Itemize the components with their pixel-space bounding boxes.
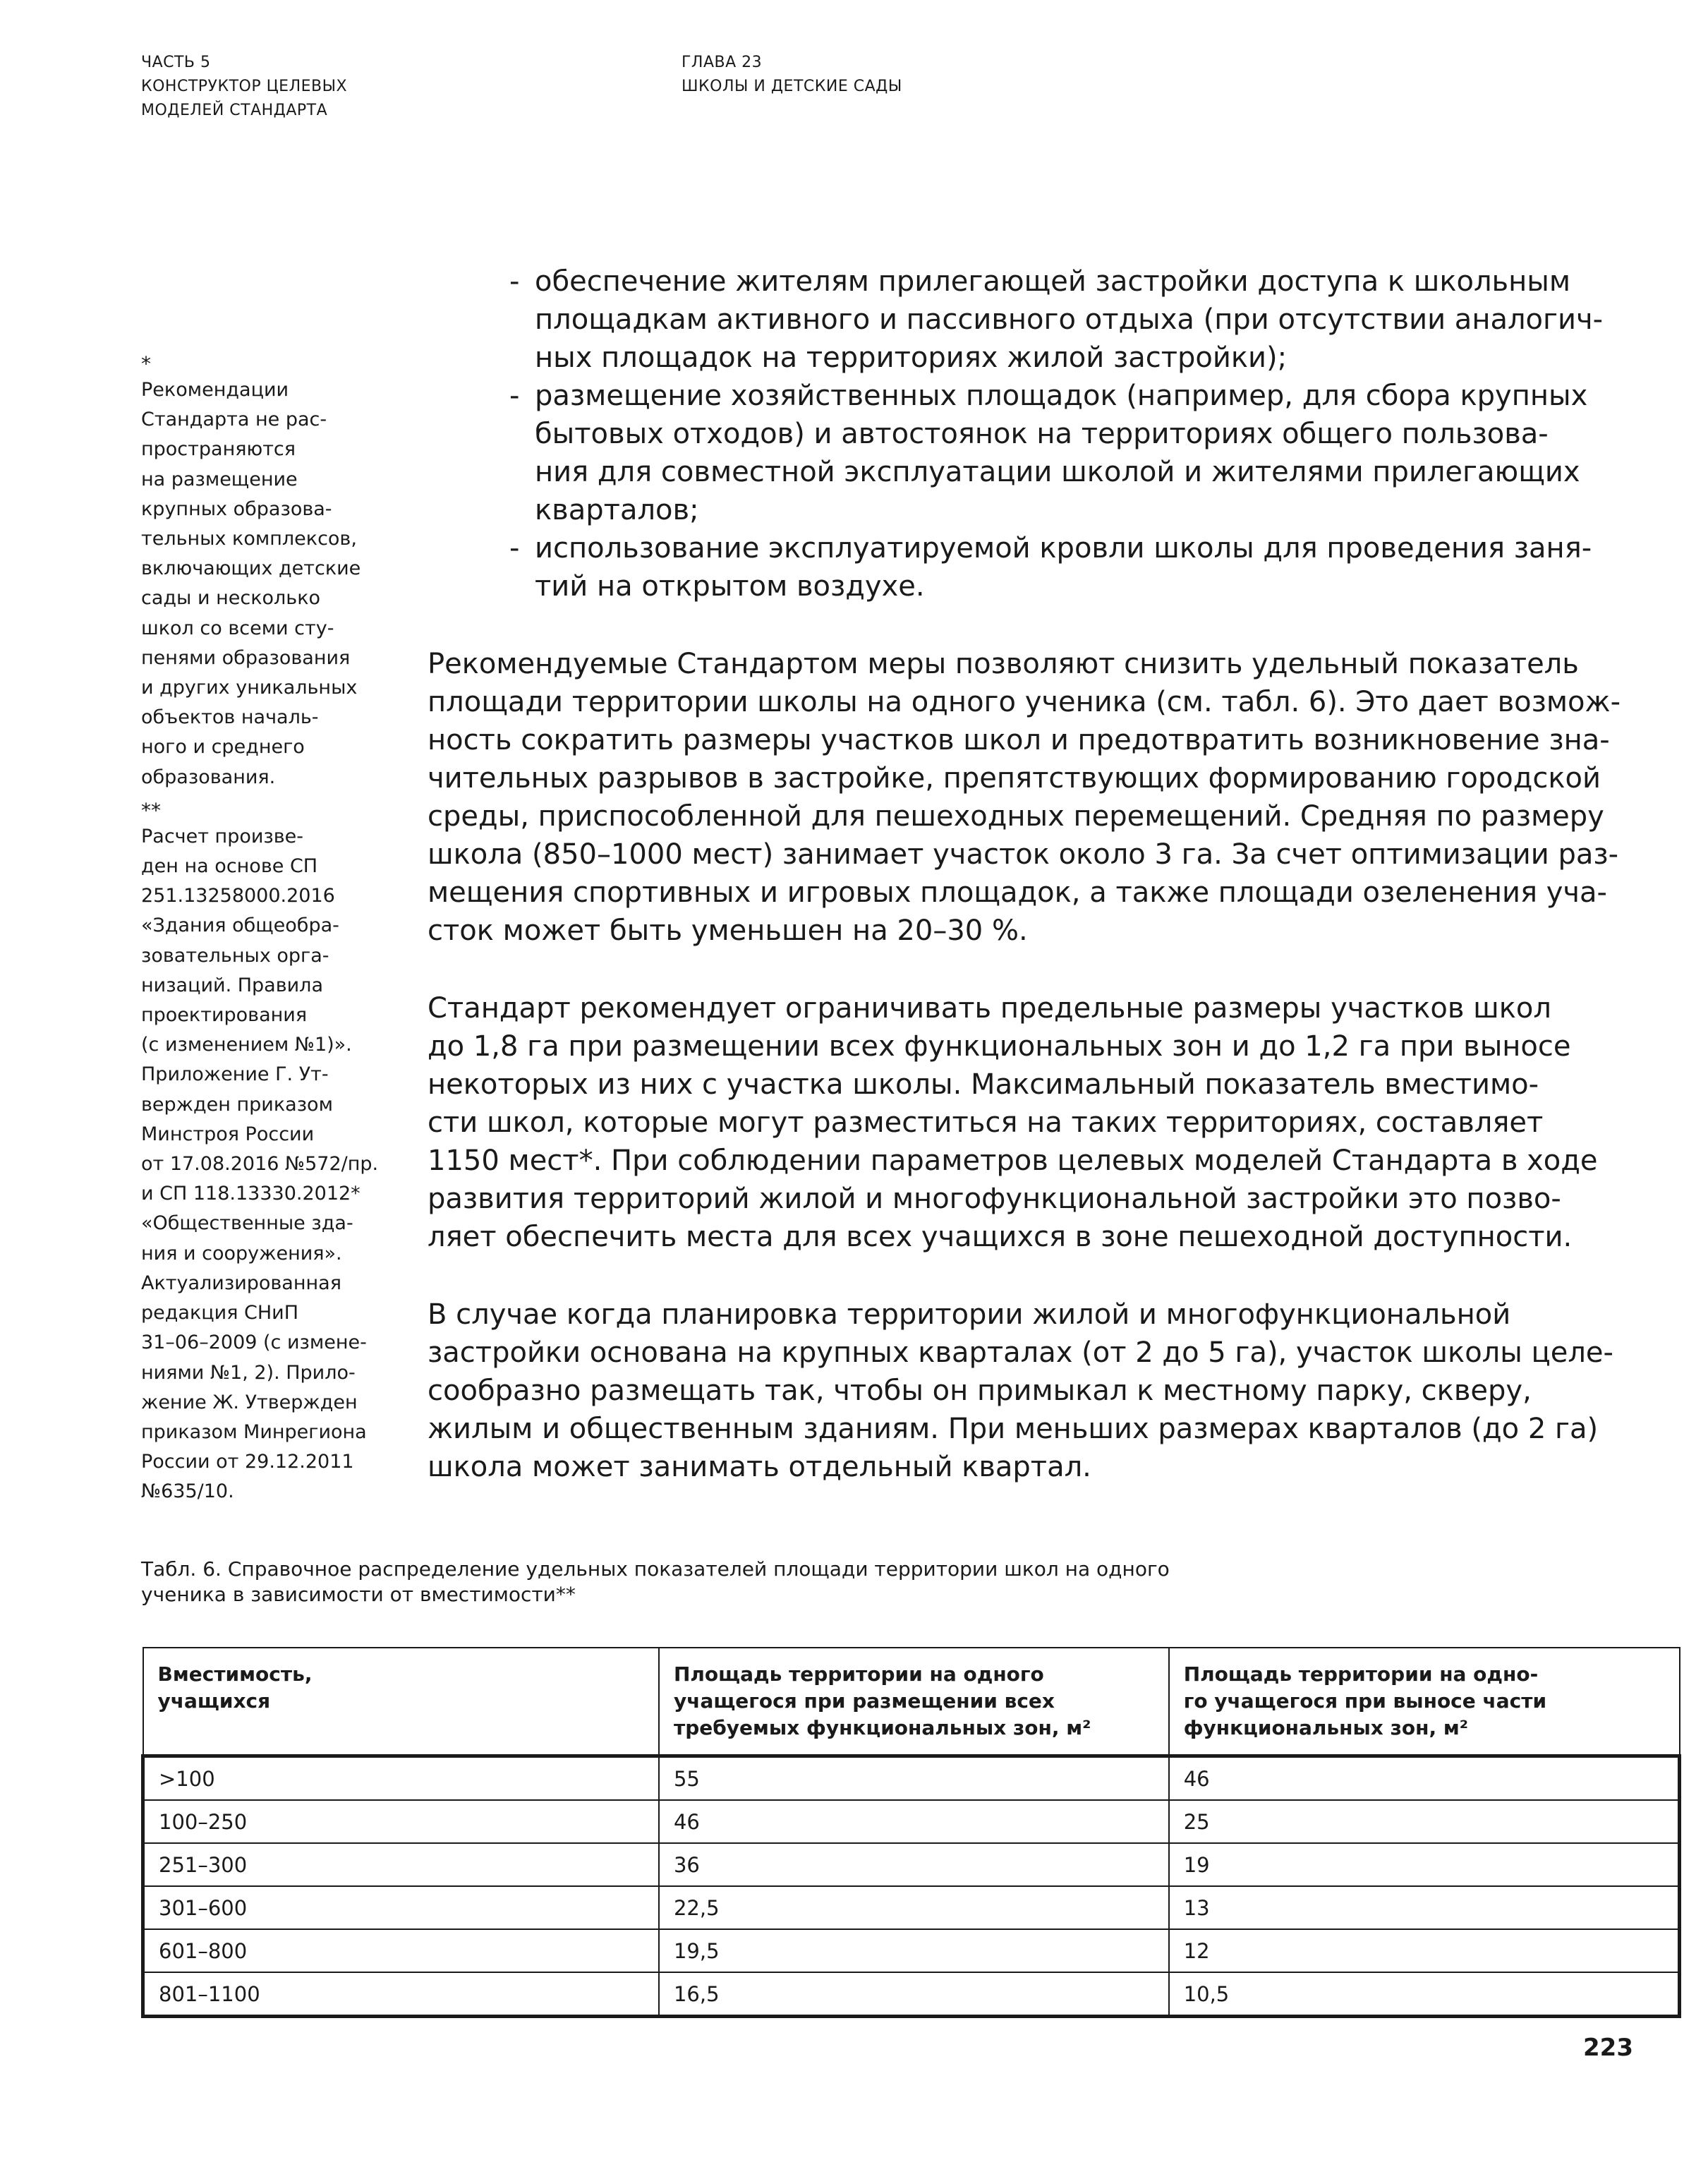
sidenote-line: включающих детские [141,557,361,580]
bullet-line: использование эксплуатируемой кровли школы для проведения заня- [535,532,1592,565]
sidenote-line: объектов началь- [141,706,319,729]
header-line: МОДЕЛЕЙ СТАНДАРТА [141,102,328,119]
paragraph-line: развития территорий жилой и многофункциональной застройки это позво- [428,1183,1561,1215]
sidenote-line: Актуализированная [141,1272,341,1294]
bullet-line: тий на открытом воздухе. [535,570,925,603]
paragraph-line: до 1,8 га при размещении всех функциональных зон и до 1,2 га при выносе [428,1030,1571,1063]
table-header-row [143,1648,1680,1756]
bullet-item [428,377,1588,529]
sidenote-line: Минстроя России [141,1123,315,1145]
paragraph-line: застройки основана на крупных кварталах (от 2 до 5 га), участок школы целе- [428,1336,1613,1369]
sidenote-line: приказом Минрегиона [141,1420,367,1443]
paragraph-line: Рекомендуемые Стандартом меры позволяют снизить удельный показатель [428,648,1579,680]
paragraph-line: жилым и общественным зданиям. При меньших размерах кварталов (до 2 га) [428,1413,1599,1445]
paragraph-line: среды, приспособленной для пешеходных перемещений. Средняя по размеру [428,800,1604,833]
sidenote-line: редакция СНиП [141,1302,299,1324]
reference-table [141,1647,1681,2018]
sidenote-line: на размещение [141,468,298,490]
running-header-part [141,51,347,123]
sidenote [141,792,402,1507]
header-line: учащегося при размещении всех [673,1689,1055,1713]
sidenote-line: школ со всеми сту- [141,617,334,639]
sidenote-line: от 17.08.2016 №572/пр. [141,1153,379,1176]
paragraph [428,1296,1613,1486]
bullet-line: размещение хозяйственных площадок (например, для сбора крупных [535,380,1588,412]
paragraph-line: ляет обеспечить места для всех учащихся в зоне пешеходной доступности. [428,1221,1573,1253]
bullet-line: ных площадок на территориях жилой застройки); [535,342,1288,374]
caption-line: Табл. 6. Справочное распределение удельных показателей площади территории школ на одного [141,1557,1170,1581]
sidenote-line: «Здания общеобра- [141,915,339,937]
bullet-item [428,529,1592,605]
bullet-line: площадкам активного и пассивного отдыха (при отсутствии аналогич- [535,303,1604,336]
header-line: ГЛАВА 23 [682,54,763,71]
bullet-line: ния для совместной эксплуатации школой и жителями прилегающих [535,456,1580,488]
table-cell: 19 [1169,1843,1680,1886]
table-cell: 46 [659,1800,1169,1843]
sidenote-line: 251.13258000.2016 [141,885,335,907]
bullet-list [428,262,1604,605]
page-number: 223 [1583,2034,1633,2062]
bullet-dash: - [509,380,520,412]
header-line: требуемых функциональных зон, м² [673,1716,1091,1739]
header-line: КОНСТРУКТОР ЦЕЛЕВЫХ [141,78,348,95]
header-line: го учащегося при выносе части [1183,1689,1547,1713]
paragraph-line: школа (850–1000 мест) занимает участок около 3 га. За счет оптимизации раз- [428,838,1619,871]
sidenote-line: пенями образования [141,646,351,669]
bullet-line: кварталов; [535,494,699,526]
table-body [143,1756,1680,2017]
sidenote-line: Стандарта не рас- [141,409,327,431]
sidenote-line: ного и среднего [141,736,305,759]
header-cell-capacity [143,1648,659,1756]
paragraph-line: Стандарт рекомендует ограничивать предельные размеры участков школ [428,992,1551,1025]
table-cell: 25 [1169,1800,1680,1843]
header-cell-area-partial-zones [1169,1648,1680,1756]
sidenote-line: Рекомендации [141,379,289,401]
sidenote-line: образования. [141,766,276,788]
bullet-dash: - [509,532,520,565]
table-cell: 46 [1169,1756,1680,1801]
sidenote-line: тельных комплексов, [141,528,357,550]
footnote-marker: ** [141,798,161,822]
sidenote-line: России от 29.12.2011 [141,1451,354,1473]
paragraphs [428,645,1621,1486]
sidenote-line: низаций. Правила [141,974,323,996]
sidenote-line: ния и сооружения». [141,1242,342,1264]
bullet-dash: - [509,265,520,298]
caption-line: ученика в зависимости от вместимости** [141,1583,576,1606]
sidenote-line: (с изменением №1)». [141,1034,352,1056]
sidenote-line: проектирования [141,1004,308,1027]
header-line: Площадь территории на одного [673,1662,1044,1686]
header-line: Площадь территории на одно- [1183,1662,1539,1686]
table-row [143,1929,1680,1972]
sidenote-line: 31–06–2009 (с измене- [141,1332,367,1354]
paragraph [428,989,1598,1256]
sidenote [141,346,402,792]
table-row [143,1800,1680,1843]
paragraph-line: В случае когда планировка территории жилой и многофункциональной [428,1298,1511,1331]
sidenote-line: ниями №1, 2). Прило- [141,1361,356,1384]
sidenote-line: жение Ж. Утвержден [141,1391,358,1413]
paragraph-line: некоторых из них с участка школы. Максимальный показатель вместимо- [428,1068,1539,1101]
sidenote-line: и СП 118.13330.2012* [141,1183,361,1205]
sidenote-line: вержден приказом [141,1093,333,1116]
header-line: ЧАСТЬ 5 [141,54,211,71]
sidenote-line: пространяются [141,438,296,461]
table-cell: 301–600 [143,1886,659,1929]
header-line: учащихся [157,1689,271,1713]
paragraph-line: 1150 мест*. При соблюдении параметров целевых моделей Стандарта в ходе [428,1145,1598,1177]
paragraph-line: сти школ, которые могут разместиться на таких территориях, составляет [428,1106,1544,1139]
table-cell: 36 [659,1843,1169,1886]
sidenote-line: ден на основе СП [141,855,318,878]
table-cell: 601–800 [143,1929,659,1972]
bullet-line: обеспечение жителям прилегающей застройки доступа к школьным [535,265,1571,298]
table-cell: 251–300 [143,1843,659,1886]
header-line: Вместимость, [157,1662,313,1686]
table-cell: 801–1100 [143,1972,659,2017]
sidenote-line: сады и несколько [141,587,321,610]
table-cell: 100–250 [143,1800,659,1843]
paragraph-line: чительных разрывов в застройке, препятствующих формированию городской [428,762,1601,795]
header-line: функциональных зон, м² [1183,1716,1468,1739]
table-caption [141,1557,1170,1607]
bullet-line: бытовых отходов) и автостоянок на территориях общего пользова- [535,418,1549,450]
sidenote-line: крупных образова- [141,497,332,520]
table-row [143,1886,1680,1929]
table-cell: >100 [143,1756,659,1801]
paragraph-line: мещения спортивных и игровых площадок, а также площади озеленения уча- [428,876,1607,909]
paragraph-line: школа может занимать отдельный квартал. [428,1451,1091,1483]
paragraph-line: ность сократить размеры участков школ и предотвратить возникновение зна- [428,724,1610,756]
header-line: ШКОЛЫ И ДЕТСКИЕ САДЫ [682,78,902,95]
table-row [143,1756,1680,1801]
table-cell: 12 [1169,1929,1680,1972]
sidenote-line: №635/10. [141,1480,234,1503]
sidenote-line: «Общественные зда- [141,1212,353,1235]
table-cell: 13 [1169,1886,1680,1929]
table-cell: 16,5 [659,1972,1169,2017]
main-text [428,262,1621,1486]
table-header [143,1648,1680,1756]
sidenote-line: и других уникальных [141,677,358,699]
table-row [143,1843,1680,1886]
sidenote-line: Расчет произве- [141,825,304,847]
paragraph-line: площади территории школы на одного ученика (см. табл. 6). Это дает возмож- [428,686,1621,718]
running-header-chapter [682,51,902,99]
table-cell: 55 [659,1756,1169,1801]
table-row [143,1972,1680,2017]
paragraph-line: сообразно размещать так, чтобы он примыкал к местному парку, скверу, [428,1375,1532,1407]
sidenote-line: зовательных орга- [141,944,329,967]
header-cell-area-all-zones [659,1648,1169,1756]
paragraph [428,645,1621,950]
sidenotes [141,346,402,1507]
table-cell: 19,5 [659,1929,1169,1972]
table-cell: 10,5 [1169,1972,1680,2017]
sidenote-line: Приложение Г. Ут- [141,1063,329,1086]
table-cell: 22,5 [659,1886,1169,1929]
footnote-marker: * [141,352,151,375]
paragraph-line: сток может быть уменьшен на 20–30 %. [428,915,1028,947]
bullet-item [428,262,1604,377]
